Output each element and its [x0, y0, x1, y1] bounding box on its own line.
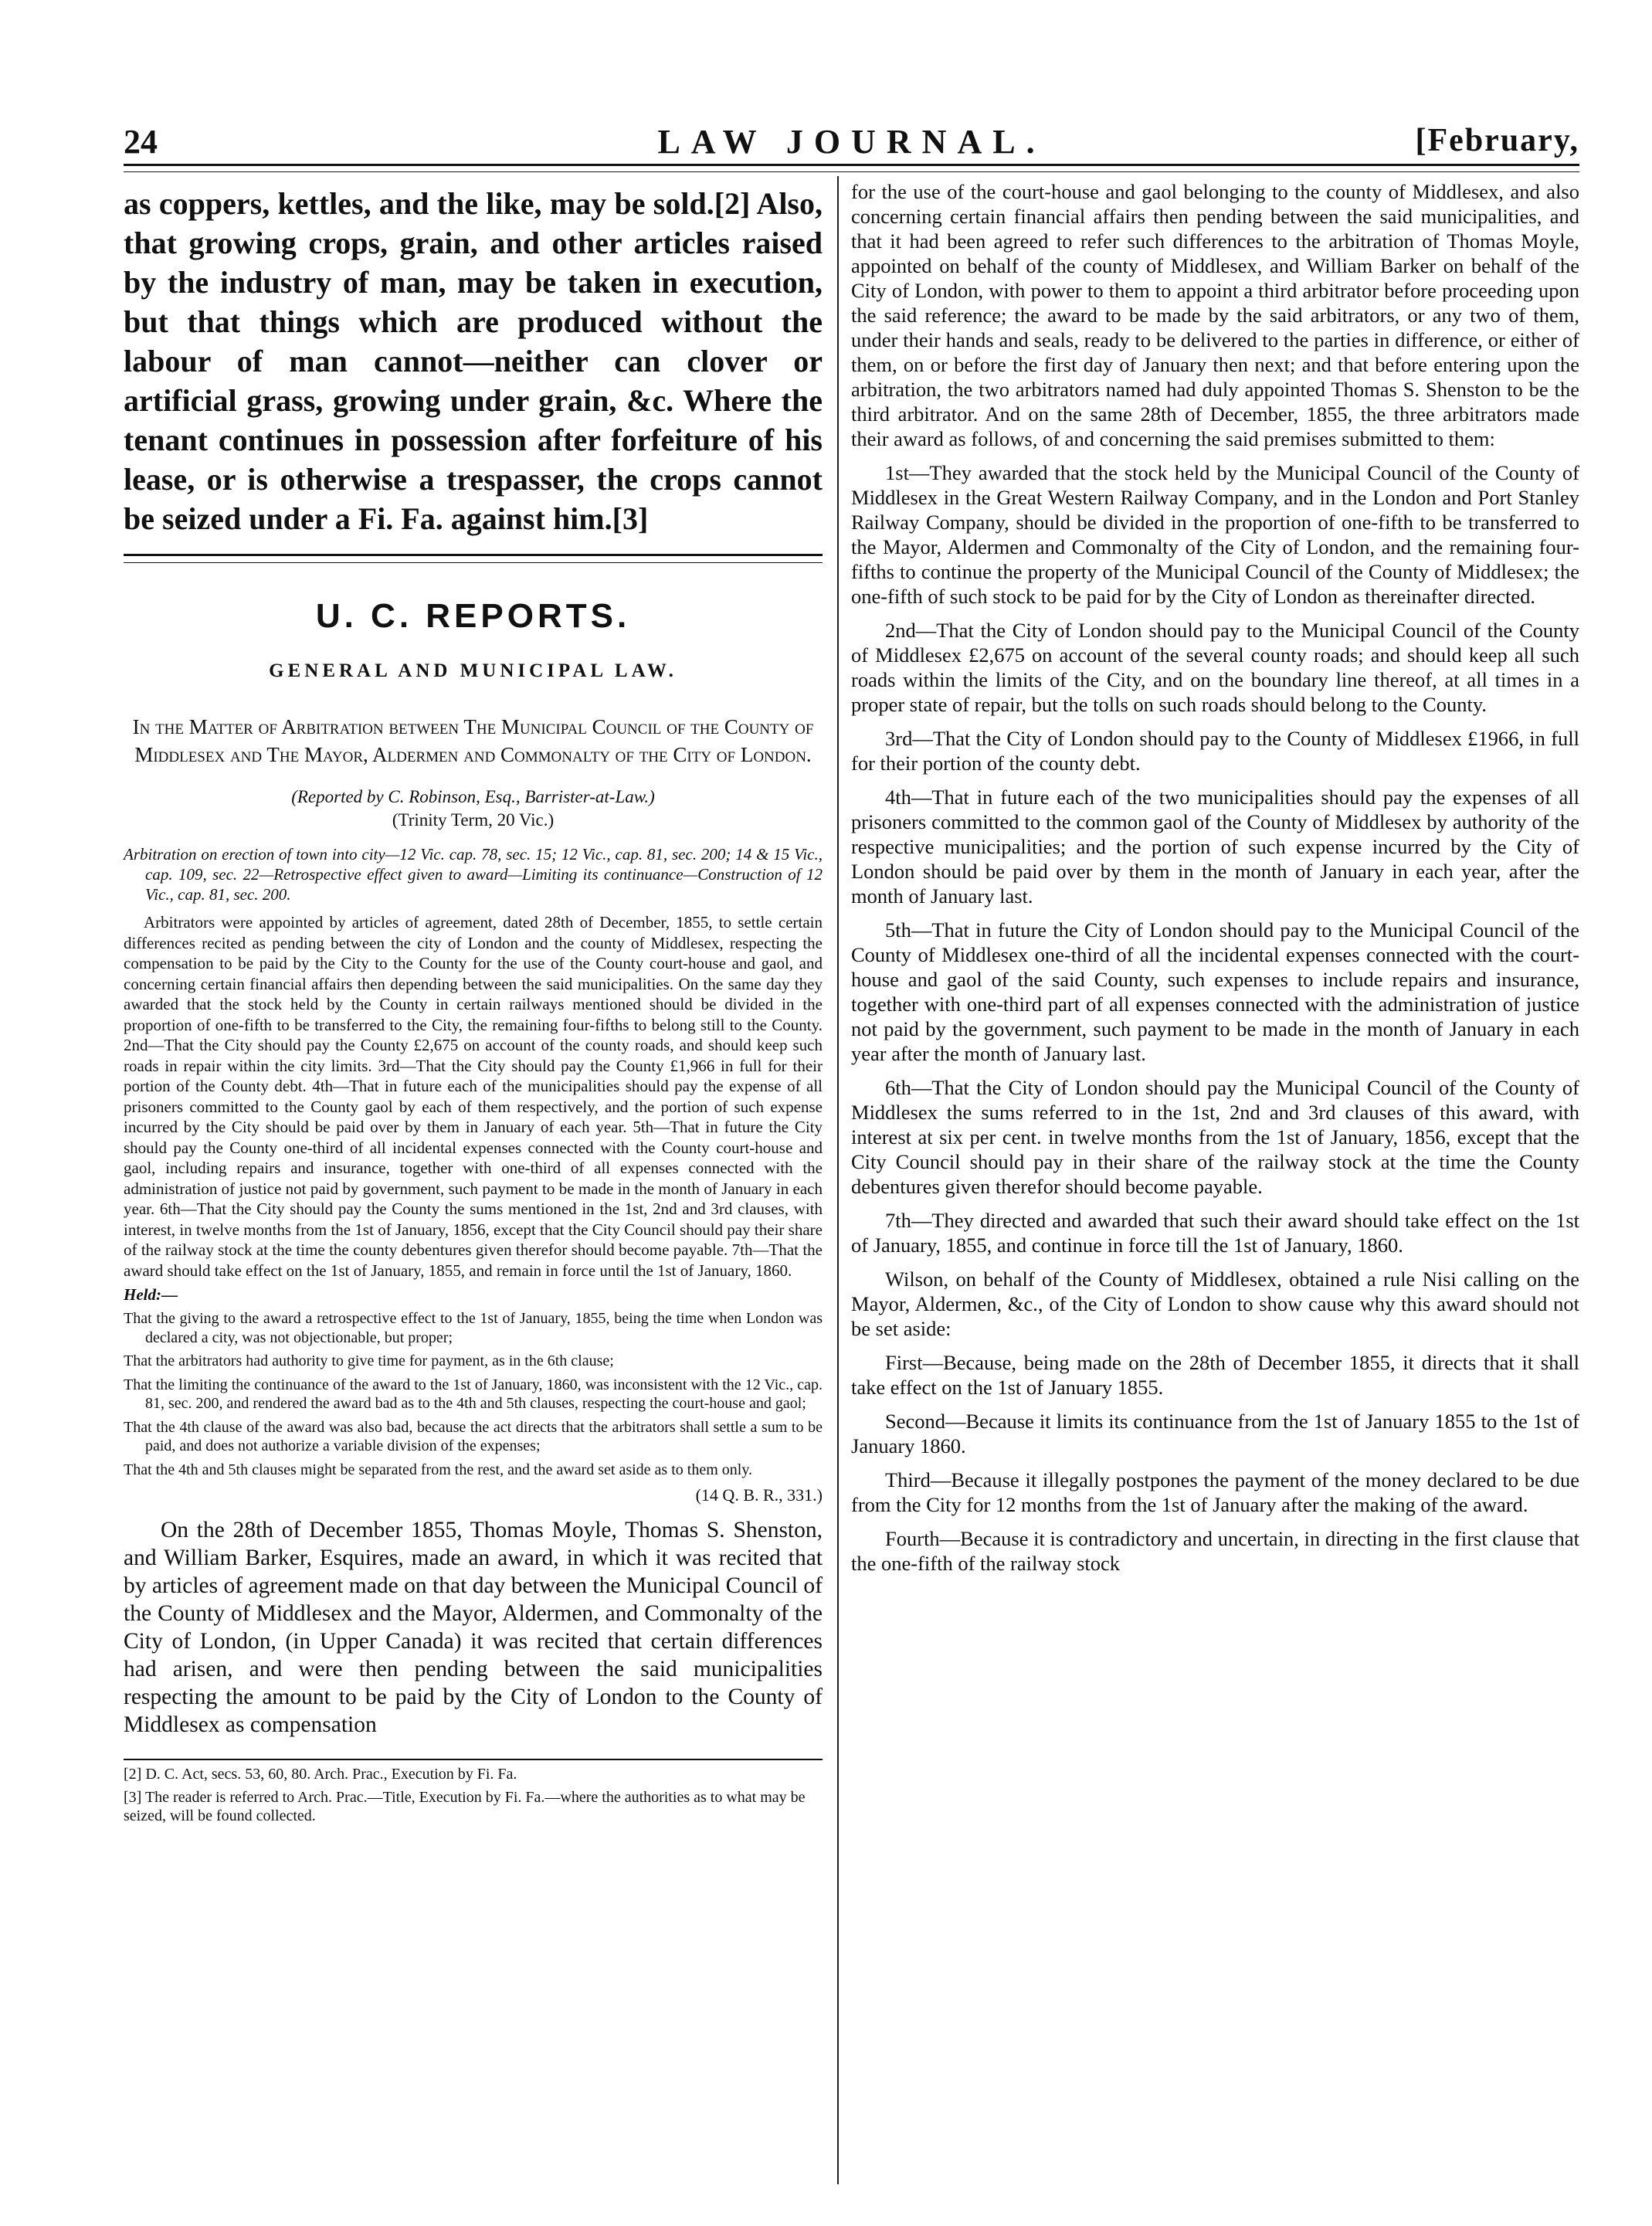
held-label: Held:—: [124, 1285, 178, 1304]
reporter-line: (Reported by C. Robinson, Esq., Barrister-at-Law.): [291, 787, 655, 806]
award-clause: 5th—That in future the City of London should pay to the Municipal Council of the County of Middlesex one-third of all the incidental expenses connected with the court-house and gaol of the said County, such expenses to include repairs and insurance, together with one-third part of all expenses connected with the administration of justice not paid by the government, such payment to be made in the month of January in each year after the month of January last.: [851, 918, 1579, 1065]
section-rule: [124, 554, 823, 563]
award-clause: 2nd—That the City of London should pay to the Municipal Council of the County of Middlesex £2,675 on account of the several county roads; and should keep all such roads within the limits of the City, and on the boundary line thereof, at all times in a proper state of repair, but the tolls on such roads should belong to the County.: [851, 619, 1579, 716]
headnote-topic: Arbitration on erection of town into city—12 Vic. cap. 78, sec. 15; 12 Vic., cap. 81, sec. 200; 14 & 15 Vic., cap. 109, sec. 22—Retrospective effect given to award—Limiting its continuance—Construction of 12 Vic., cap. 81, sec. 200.: [124, 845, 823, 904]
held-item: That the arbitrators had authority to give time for payment, as in the 6th clause;: [124, 1352, 614, 1369]
footnote: [2] D. C. Act, secs. 53, 60, 80. Arch. Prac., Execution by Fi. Fa.: [124, 1766, 517, 1783]
objection-paragraph: First—Because, being made on the 28th of December 1855, it directs that it shall take effect on the 1st of January 1855.: [851, 1351, 1579, 1399]
journal-title: LAW JOURNAL.: [657, 123, 1046, 161]
column-divider: [837, 176, 839, 2184]
footnote-rule: [124, 1759, 823, 1760]
held-item: That the giving to the award a retrospective effect to the 1st of January, 1855, being the time when London was declared a city, was not objectionable, but proper;: [124, 1310, 823, 1346]
objection-paragraph: Fourth—Because it is contradictory and uncertain, in directing in the first clause that the one-fifth of the railway stock: [851, 1527, 1579, 1575]
footnote: [3] The reader is referred to Arch. Prac.—Title, Execution by Fi. Fa.—where the authorities as to what may be seized, will be found collected.: [124, 1789, 806, 1824]
body-paragraph: for the use of the court-house and gaol belonging to the county of Middlesex, and also concerning certain financial affairs then pending between the said municipalities, and that it had been agreed to refer such differences to the arbitration of Thomas Moyle, appointed on behalf of the county of Middlesex, and William Barker on behalf of the City of London, with power to them to appoint a third arbitrator before proceeding upon the said reference; the award to be made by the said arbitrators, or any two of them, under their hands and seals, ready to be delivered to the parties in difference, or either of them, on or before the first day of January then next; and that before entering upon the arbitration, the two arbitrators named had duly appointed Thomas S. Shenston to be the third arbitrator. And on the same 28th of December, 1855, the three arbitrators made their award as follows, of and concerning the said premises submitted to them:: [851, 180, 1579, 450]
header-rule-thin: [124, 171, 1579, 172]
rule-nisi-paragraph: Wilson, on behalf of the County of Middlesex, obtained a rule Nisi calling on the Mayor, Aldermen, &c., of the City of London to show cause why this award should not be set aside:: [851, 1267, 1579, 1340]
held-item: That the 4th clause of the award was also bad, because the act directs that the arbitrators shall settle a sum to be paid, and does not authorize a variable division of the expenses;: [124, 1418, 823, 1454]
award-clause: 1st—They awarded that the stock held by the Municipal Council of the County of Middlesex in the Great Western Railway Company, and in the London and Port Stanley Railway Company, should be divided in the proportion of one-fifth to be transferred to the Mayor, Aldermen and Commonalty of the City of London, and the remaining four-fifths to continue the property of the Municipal Council of the County of Middlesex; the one-fifth of such stock to be paid for by the City of London as thereinafter directed.: [851, 461, 1579, 608]
header-month: [February,: [1415, 123, 1579, 158]
running-header: [124, 116, 1579, 170]
objection-paragraph: Second—Because it limits its continuance from the 1st of January 1855 to the 1st of January 1860.: [851, 1410, 1579, 1457]
right-column: [851, 179, 1579, 1585]
body-paragraph: On the 28th of December 1855, Thomas Moyle, Thomas S. Shenston, and William Barker, Esquires, made an award, in which it was recited that by articles of agreement made on that day between the Municipal Council of the County of Middlesex and the Mayor, Aldermen, and Commonalty of the City of London, (in Upper Canada) it was recited that certain differences had arisen, and were then pending between the said municipalities respecting the amount to be paid by the City of London to the County of Middlesex as compensation: [124, 1518, 823, 1737]
page-number: 24: [124, 123, 158, 161]
award-clause: 7th—They directed and awarded that such their award should take effect on the 1st of January, 1855, and continue in force till the 1st of January, 1860.: [851, 1209, 1579, 1257]
lead-paragraph: as coppers, kettles, and the like, may be sold.[2] Also, that growing crops, grain, and other articles raised by the industry of man, may be taken in execution, but that things which are produced without the labour of man cannot—neither can clover or artificial grass, growing under grain, &c. Where the tenant continues in possession after forfeiture of his lease, or is otherwise a trespasser, the crops cannot be seized under a Fi. Fa. against him.[3]: [124, 186, 823, 536]
section-title: U. C. REPORTS.: [315, 597, 631, 635]
award-clause: 4th—That in future each of the two municipalities should pay the expenses of all prisoners committed to the common gaol of the County of Middlesex by authority of the respective municipalities; and the portion of such expense incurred by the City of London should be paid over by them in the month of January in each year, after the month of January last.: [851, 786, 1579, 908]
case-citation: (14 Q. B. R., 331.): [695, 1485, 823, 1505]
header-rule: [124, 164, 1579, 166]
objection-paragraph: Third—Because it illegally postpones the payment of the money declared to be due from the City for 12 months from the 1st of January after the making of the award.: [851, 1468, 1579, 1516]
held-item: That the limiting the continuance of the award to the 1st of January, 1860, was inconsistent with the 12 Vic., cap. 81, sec. 200, and rendered the award bad as to the 4th and 5th clauses, respecting the court-house and gaol;: [124, 1376, 823, 1412]
held-item: That the 4th and 5th clauses might be separated from the rest, and the award set aside as to them only.: [124, 1461, 753, 1478]
award-clause: 3rd—That the City of London should pay to the County of Middlesex £1966, in full for their portion of the county debt.: [851, 727, 1579, 775]
subsection-title: GENERAL AND MUNICIPAL LAW.: [269, 660, 677, 681]
left-column: [124, 179, 823, 1825]
award-clause: 6th—That the City of London should pay the Municipal Council of the County of Middlesex the sums referred to in the 1st, 2nd and 3rd clauses of this award, with interest at six per cent. in twelve months from the 1st of January, 1856, except that the City Council should pay in their share of the railway stock at the time the County debentures given therefor should become payable.: [851, 1076, 1579, 1198]
term-line: (Trinity Term, 20 Vic.): [392, 810, 555, 830]
case-facts: Arbitrators were appointed by articles of agreement, dated 28th of December, 1855, to settle certain differences recited as pending between the city of London and the county of Middlesex, respecting the compensation to be paid by the City to the County for the use of the County court-house and gaol, and concerning certain financial affairs then depending between the said municipalities. On the same day they awarded that the stock held by the County in certain railways mentioned should be divided in the proportion of one-fifth to be transferred to the City, the remaining four-fifths to belong still to the County. 2nd—That the City should pay the County £2,675 on account of the county roads, and should keep such roads in repair within the city limits. 3rd—That the City should pay the County £1,966 in full for their portion of the County debt. 4th—That in future each of the municipalities should pay the expense of all prisoners committed to the County gaol by each of them respectively, and the portion of such expense incurred by the City should be paid over by them in January of each year. 5th—That in future the City should pay the County one-third of all incidental expenses connected with the County court-house and gaol, including repairs and insurance, together with one-third of all expenses connected with the administration of justice not paid by government, such payment to be made in the month of January in each year. 6th—That the City should pay the County the sums mentioned in the 1st, 2nd and 3rd clauses, with interest, in twelve months from the 1st of January, 1856, except that the City Council should pay their share of the railway stock at the time the county debentures given therefor should become payable. 7th—That the award should take effect on the 1st of January, 1855, and remain in force until the 1st of January, 1860.: [124, 913, 823, 1280]
case-title: In the Matter of Arbitration between The Municipal Council of the County of Middlesex and The Mayor, Aldermen and Commonalty of the City of London.: [132, 715, 814, 766]
